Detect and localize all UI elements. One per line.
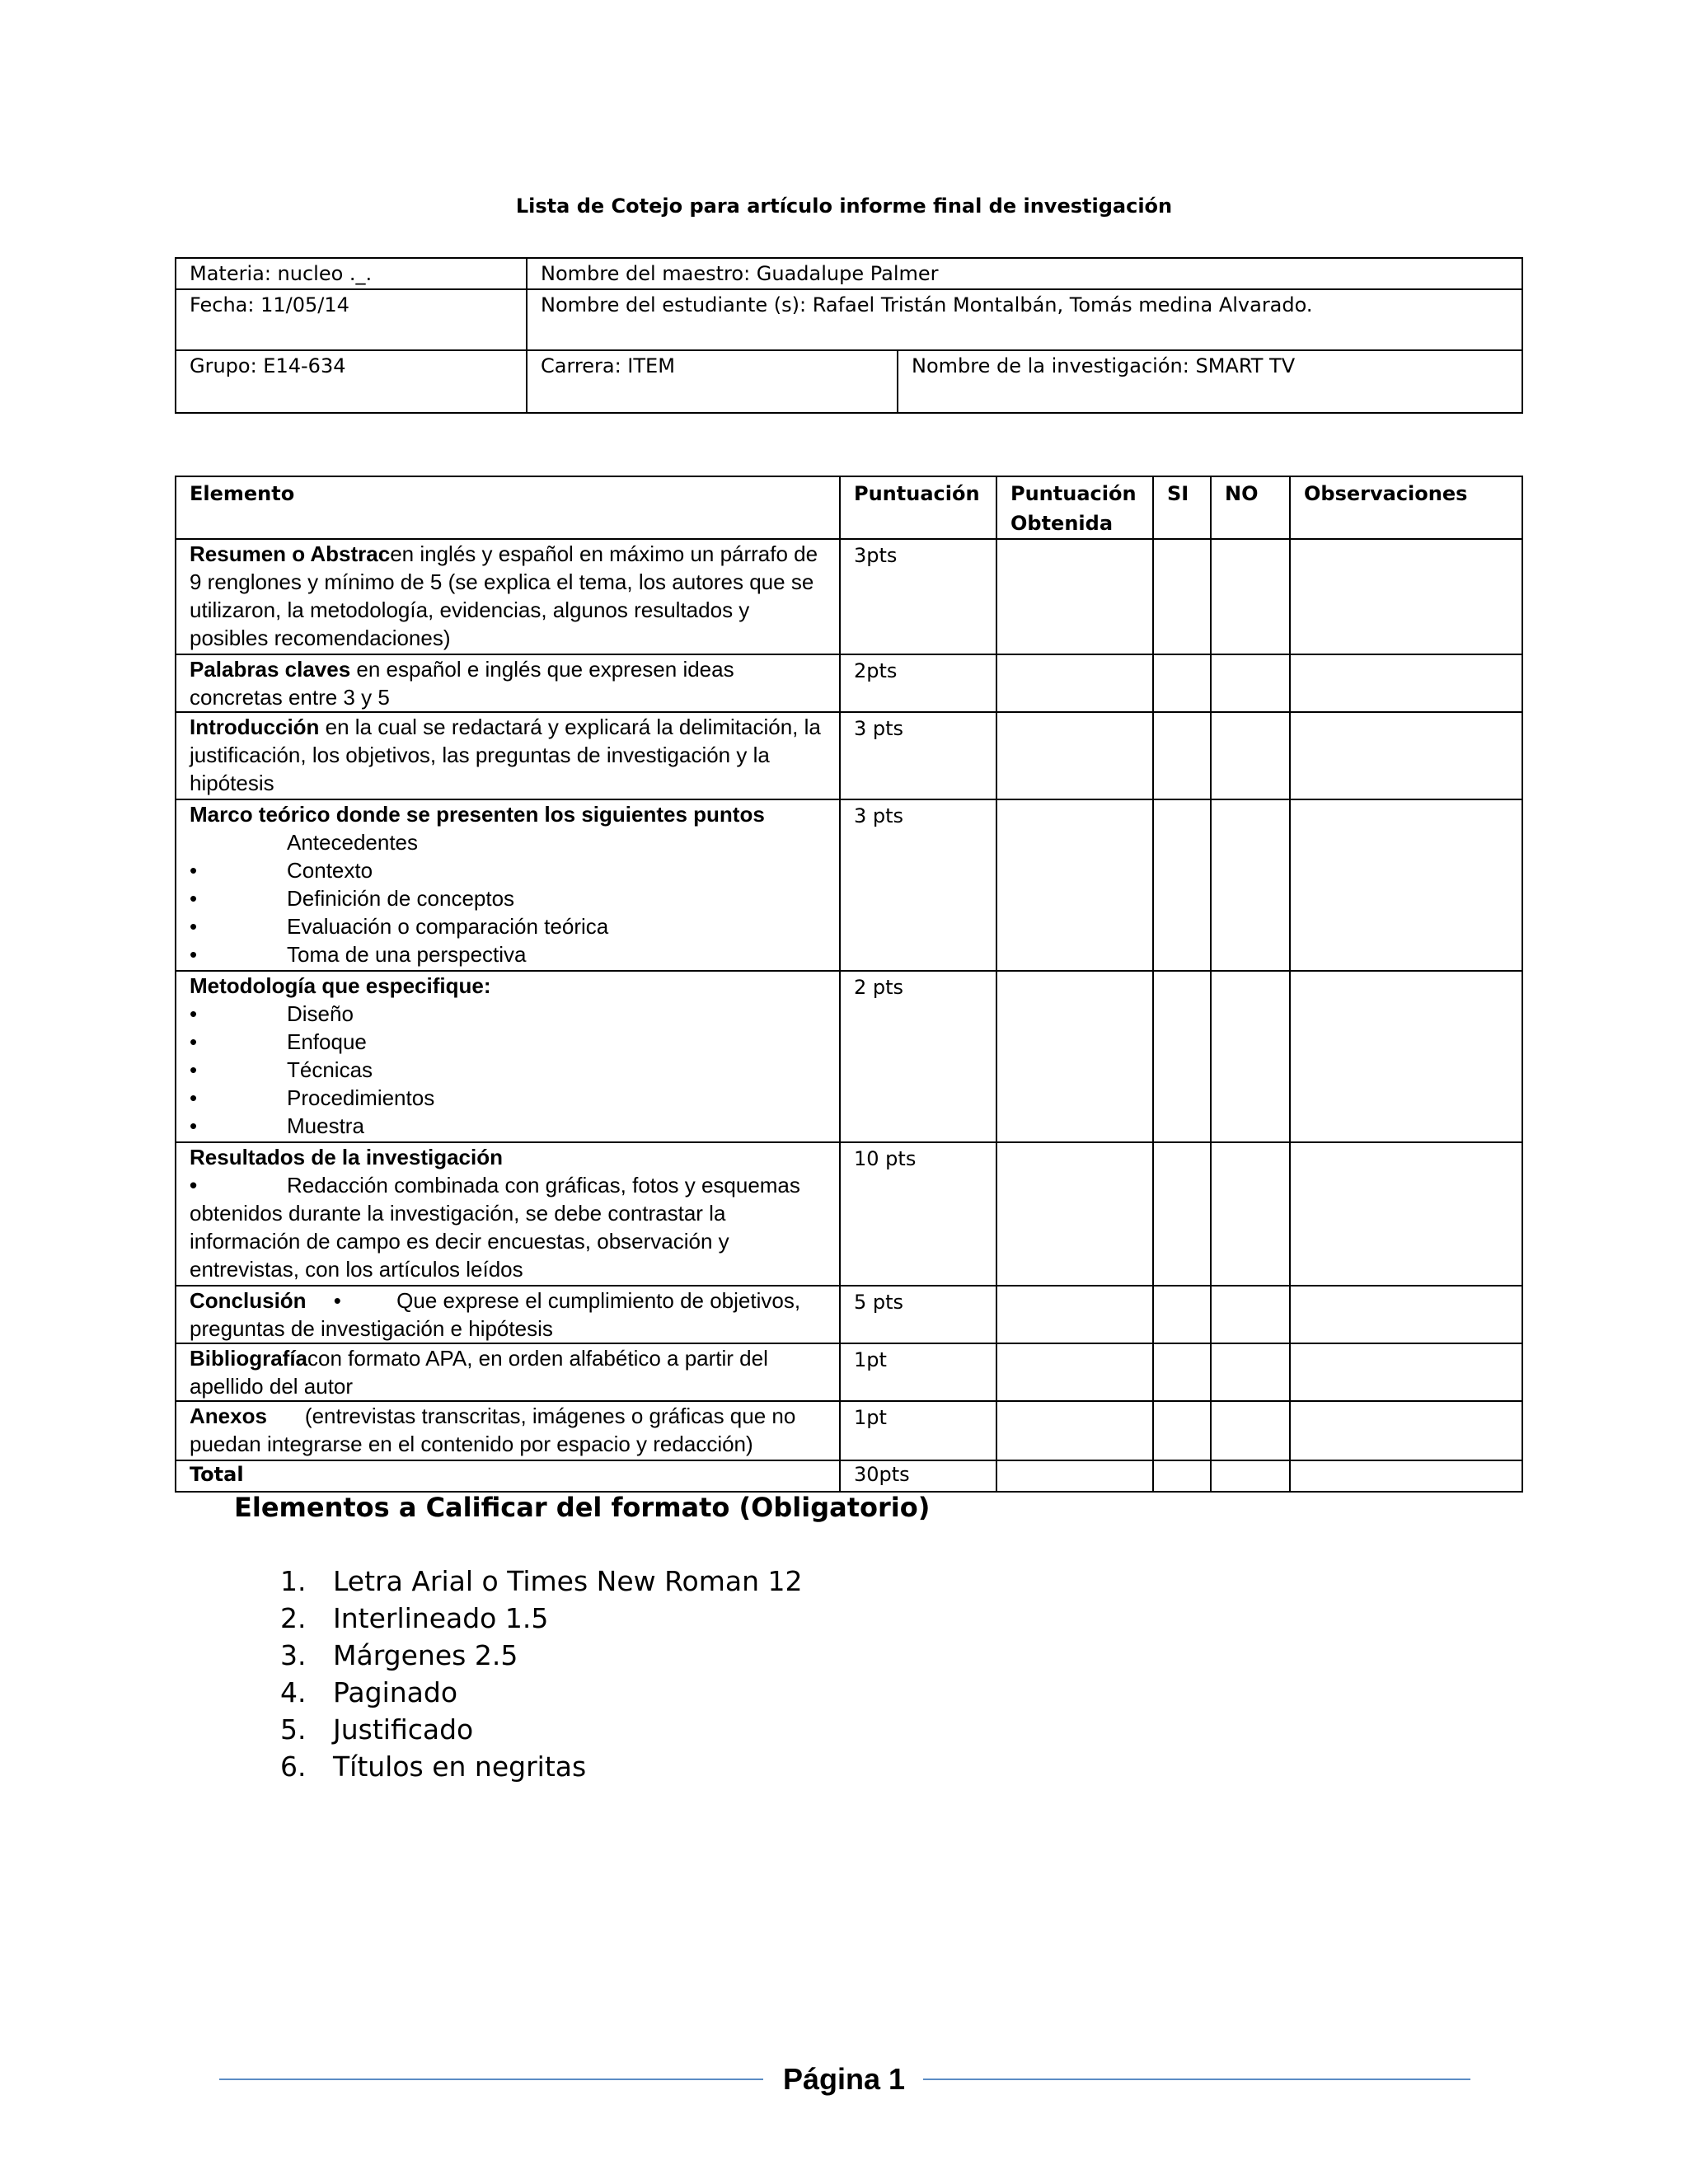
col-observaciones: Observaciones xyxy=(1290,476,1522,539)
table-row xyxy=(176,712,1522,799)
list-item: • Diseño xyxy=(190,1001,354,1026)
no-cell xyxy=(1211,654,1290,712)
observaciones-cell xyxy=(1290,712,1522,799)
observaciones-cell xyxy=(1290,971,1522,1142)
si-cell xyxy=(1153,1460,1211,1492)
page-number: Página 1 xyxy=(0,2062,1688,2097)
observaciones-cell xyxy=(1290,799,1522,971)
si-cell xyxy=(1153,1142,1211,1286)
elemento-cell: Marco teórico donde se presenten los siguientes puntos Antecedentes • Contexto • Definición de conceptos • Evaluación o comparación teórica • Toma de una perspectiva xyxy=(176,799,840,971)
obtenida-cell xyxy=(996,654,1153,712)
obtenida-cell xyxy=(996,1286,1153,1343)
bullet-icon: • xyxy=(333,1288,341,1313)
si-cell xyxy=(1153,654,1211,712)
bullet-icon: • xyxy=(190,1173,198,1197)
no-cell xyxy=(1211,712,1290,799)
col-si: SI xyxy=(1153,476,1211,539)
info-table xyxy=(175,257,1523,414)
list-item: • Enfoque xyxy=(190,1029,367,1054)
obtenida-cell xyxy=(996,1401,1153,1460)
pts-cell: 3pts xyxy=(840,539,996,654)
pts-cell: 3 pts xyxy=(840,799,996,971)
obtenida-cell xyxy=(996,971,1153,1142)
bullet-icon: • xyxy=(190,1057,198,1082)
total-row xyxy=(176,1460,1522,1492)
obtenida-cell xyxy=(996,1343,1153,1401)
no-cell xyxy=(1211,1286,1290,1343)
investigacion-cell: Nombre de la investigación: SMART TV xyxy=(898,350,1522,413)
si-cell xyxy=(1153,1343,1211,1401)
bullet-icon: • xyxy=(190,1001,198,1026)
format-section-title: Elementos a Calificar del formato (Obligatorio) xyxy=(234,1492,931,1523)
elemento-cell: Anexos (entrevistas transcritas, imágenes o gráficas que no puedan integrarse en el contenido por espacio y redacción) xyxy=(176,1401,840,1460)
pts-cell: 2 pts xyxy=(840,971,996,1142)
obtenida-cell xyxy=(996,712,1153,799)
col-obtenida: Puntuación Obtenida xyxy=(996,476,1153,539)
no-cell xyxy=(1211,539,1290,654)
list-item: • Redacción combinada con gráficas, fotos y esquemas xyxy=(190,1173,800,1197)
table-row xyxy=(176,1401,1522,1460)
si-cell xyxy=(1153,971,1211,1142)
list-item: 6. Títulos en negritas xyxy=(280,1750,587,1783)
obtenida-cell xyxy=(996,539,1153,654)
list-item: • Técnicas xyxy=(190,1057,373,1082)
si-cell xyxy=(1153,1286,1211,1343)
list-item: • Evaluación o comparación teórica xyxy=(190,914,609,939)
no-cell xyxy=(1211,1142,1290,1286)
elemento-cell: Metodología que especifique: • Diseño • Enfoque • Técnicas • Procedimientos • Muestra xyxy=(176,971,840,1142)
no-cell xyxy=(1211,1343,1290,1401)
list-item: 2. Interlineado 1.5 xyxy=(280,1602,549,1634)
list-item: • Toma de una perspectiva xyxy=(190,942,527,967)
elemento-cell: Resumen o Abstracen inglés y español en máximo un párrafo de 9 renglones y mínimo de 5 (se explica el tema, los autores que se utilizaron, la metodología, evidencias, algunos resultados y posibles recomendaciones) xyxy=(176,539,840,654)
list-item: 1. Letra Arial o Times New Roman 12 xyxy=(280,1565,803,1597)
elemento-cell: Palabras claves en español e inglés que expresen ideas concretas entre 3 y 5 xyxy=(176,654,840,712)
table-row xyxy=(176,654,1522,712)
list-item: 3. Márgenes 2.5 xyxy=(280,1639,518,1671)
observaciones-cell xyxy=(1290,539,1522,654)
pts-cell: 10 pts xyxy=(840,1142,996,1286)
table-header-row xyxy=(176,476,1522,539)
observaciones-cell xyxy=(1290,1142,1522,1286)
pts-cell: 2pts xyxy=(840,654,996,712)
observaciones-cell xyxy=(1290,654,1522,712)
carrera-cell: Carrera: ITEM xyxy=(527,350,898,413)
si-cell xyxy=(1153,1401,1211,1460)
table-row xyxy=(176,1343,1522,1401)
maestro-cell: Nombre del maestro: Guadalupe Palmer xyxy=(527,258,1522,289)
bullet-icon: • xyxy=(190,858,198,883)
bullet-icon: • xyxy=(190,1085,198,1110)
observaciones-cell xyxy=(1290,1460,1522,1492)
page-title: Lista de Cotejo para artículo informe final de investigación xyxy=(515,194,1173,218)
col-puntuacion: Puntuación xyxy=(840,476,996,539)
elemento-cell: Bibliografíacon formato APA, en orden alfabético a partir del apellido del autor xyxy=(176,1343,840,1401)
observaciones-cell xyxy=(1290,1401,1522,1460)
materia-cell: Materia: nucleo ._. xyxy=(176,258,527,289)
bullet-icon: • xyxy=(190,1113,198,1138)
si-cell xyxy=(1153,799,1211,971)
no-cell xyxy=(1211,1401,1290,1460)
total-pts: 30pts xyxy=(840,1460,996,1492)
fecha-cell: Fecha: 11/05/14 xyxy=(176,289,527,350)
si-cell xyxy=(1153,712,1211,799)
pts-cell: 1pt xyxy=(840,1401,996,1460)
list-item: 5. Justificado xyxy=(280,1713,474,1746)
pts-cell: 5 pts xyxy=(840,1286,996,1343)
list-item: Antecedentes xyxy=(287,830,419,855)
list-item: • Definición de conceptos xyxy=(190,886,515,911)
pts-cell: 1pt xyxy=(840,1343,996,1401)
observaciones-cell xyxy=(1290,1343,1522,1401)
elemento-cell: Introducción en la cual se redactará y explicará la delimitación, la justificación, los objetivos, las preguntas de investigación y la hipótesis xyxy=(176,712,840,799)
col-elemento: Elemento xyxy=(176,476,840,539)
obtenida-cell xyxy=(996,1142,1153,1286)
checklist-table xyxy=(175,476,1523,1493)
elemento-cell: Conclusión • Que exprese el cumplimiento de objetivos, preguntas de investigación e hipótesis xyxy=(176,1286,840,1343)
elemento-cell: Resultados de la investigación • Redacción combinada con gráficas, fotos y esquemas obtenidos durante la investigación, se debe contrastar la información de campo es decir encuestas, observación y entrevistas, con los artículos leídos xyxy=(176,1142,840,1286)
table-row xyxy=(176,539,1522,654)
si-cell xyxy=(1153,539,1211,654)
no-cell xyxy=(1211,1460,1290,1492)
list-item: • Contexto xyxy=(190,858,373,883)
obtenida-cell xyxy=(996,1460,1153,1492)
col-no: NO xyxy=(1211,476,1290,539)
list-item: • Procedimientos xyxy=(190,1085,435,1110)
table-row xyxy=(176,799,1522,971)
grupo-cell: Grupo: E14-634 xyxy=(176,350,527,413)
table-row xyxy=(176,1142,1522,1286)
no-cell xyxy=(1211,971,1290,1142)
format-list xyxy=(280,1563,803,1785)
table-row xyxy=(176,1286,1522,1343)
bullet-icon: • xyxy=(190,1029,198,1054)
total-label: Total xyxy=(176,1460,840,1492)
pts-cell: 3 pts xyxy=(840,712,996,799)
list-item: 4. Paginado xyxy=(280,1676,458,1708)
bullet-icon: • xyxy=(190,942,198,967)
observaciones-cell xyxy=(1290,1286,1522,1343)
estudiante-cell: Nombre del estudiante (s): Rafael Tristán Montalbán, Tomás medina Alvarado. xyxy=(527,289,1522,350)
table-row xyxy=(176,971,1522,1142)
bullet-icon: • xyxy=(190,886,198,911)
bullet-icon: • xyxy=(190,914,198,939)
no-cell xyxy=(1211,799,1290,971)
list-item: • Muestra xyxy=(190,1113,364,1138)
obtenida-cell xyxy=(996,799,1153,971)
